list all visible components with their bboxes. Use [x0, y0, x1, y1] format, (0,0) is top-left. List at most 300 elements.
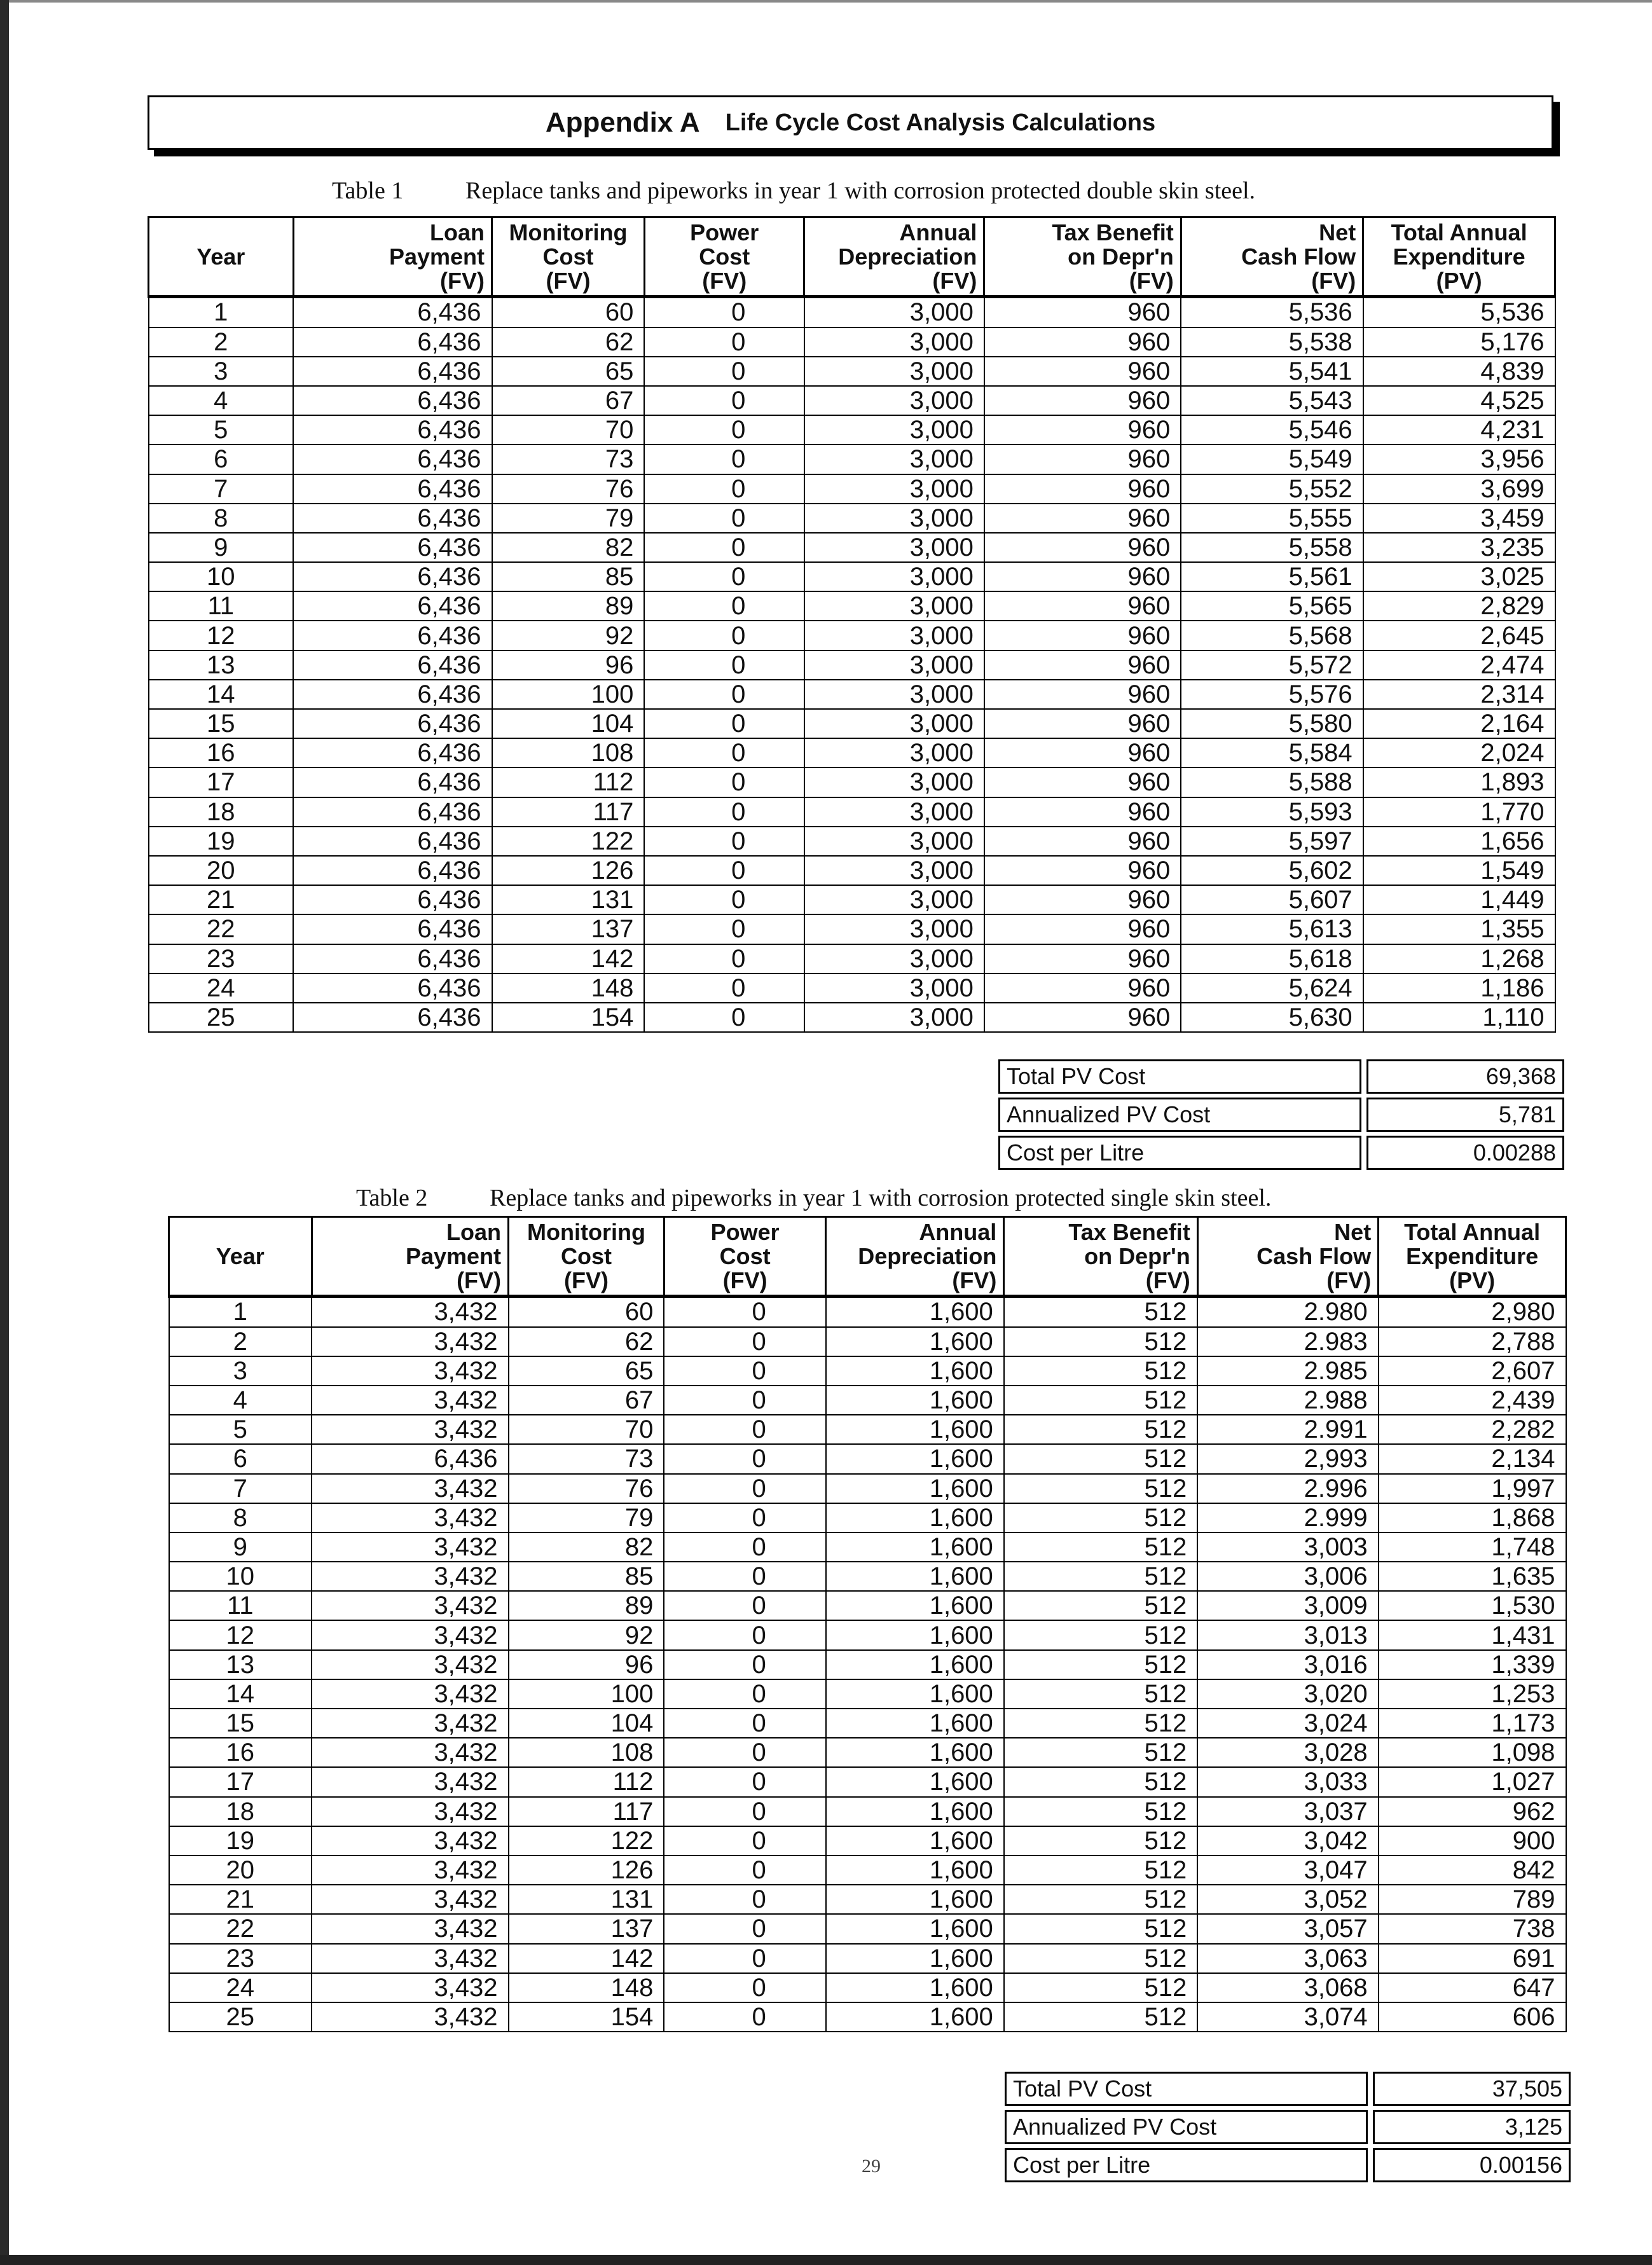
cell-total-annual-expenditure: 2,314	[1363, 680, 1555, 709]
cell-net-cash-flow: 3,020	[1197, 1679, 1378, 1709]
table-row	[149, 651, 1555, 680]
cell-loan-payment: 6,436	[293, 327, 492, 357]
cell-loan-payment: 3,432	[312, 1650, 509, 1679]
cell-power-cost: 0	[644, 415, 804, 444]
summary-row-annualized-pv	[998, 1098, 1564, 1132]
table-row	[169, 1914, 1566, 1943]
cell-annual-depreciation: 1,600	[826, 1591, 1004, 1620]
cell-loan-payment: 3,432	[312, 1327, 509, 1356]
cell-monitoring-cost: 100	[509, 1679, 664, 1709]
cell-annual-depreciation: 3,000	[804, 415, 984, 444]
cell-power-cost: 0	[644, 386, 804, 415]
cell-power-cost: 0	[644, 533, 804, 562]
cell-net-cash-flow: 5,546	[1181, 415, 1363, 444]
cell-tax-benefit: 512	[1004, 1532, 1197, 1562]
summary-value: 0.00156	[1373, 2148, 1571, 2182]
cell-tax-benefit: 512	[1004, 1679, 1197, 1709]
table-row	[169, 1415, 1566, 1444]
table-row	[149, 768, 1555, 797]
cell-year: 22	[169, 1914, 312, 1943]
cell-annual-depreciation: 3,000	[804, 591, 984, 621]
cell-loan-payment: 6,436	[293, 562, 492, 591]
table-row	[149, 709, 1555, 738]
cell-total-annual-expenditure: 2,607	[1379, 1356, 1566, 1386]
cell-annual-depreciation: 1,600	[826, 1297, 1004, 1327]
table-row	[169, 1532, 1566, 1562]
cell-power-cost: 0	[664, 1767, 826, 1796]
table-row	[149, 474, 1555, 504]
cell-loan-payment: 3,432	[312, 1973, 509, 2002]
cell-tax-benefit: 960	[984, 885, 1181, 914]
cell-year: 6	[149, 444, 294, 474]
cell-year: 9	[169, 1532, 312, 1562]
cell-monitoring-cost: 104	[509, 1709, 664, 1738]
cell-monitoring-cost: 73	[492, 444, 645, 474]
cell-loan-payment: 6,436	[293, 1003, 492, 1032]
table-row	[169, 1826, 1566, 1855]
table-row	[169, 1503, 1566, 1532]
cell-total-annual-expenditure: 5,176	[1363, 327, 1555, 357]
cell-monitoring-cost: 142	[492, 944, 645, 974]
cell-monitoring-cost: 89	[492, 591, 645, 621]
scan-edge-left	[0, 0, 9, 2265]
cell-annual-depreciation: 3,000	[804, 504, 984, 533]
table-row	[149, 562, 1555, 591]
cell-tax-benefit: 960	[984, 651, 1181, 680]
cell-loan-payment: 3,432	[312, 1532, 509, 1562]
cell-annual-depreciation: 3,000	[804, 444, 984, 474]
cell-year: 25	[149, 1003, 294, 1032]
cell-monitoring-cost: 142	[509, 1944, 664, 1973]
table2-caption	[356, 1184, 1271, 1212]
cell-loan-payment: 3,432	[312, 1679, 509, 1709]
cell-power-cost: 0	[664, 1885, 826, 1914]
table-row	[169, 1297, 1566, 1327]
cell-tax-benefit: 512	[1004, 1591, 1197, 1620]
cell-year: 15	[169, 1709, 312, 1738]
table-row	[149, 504, 1555, 533]
cell-total-annual-expenditure: 5,536	[1363, 297, 1555, 327]
table-row	[169, 1767, 1566, 1796]
cell-net-cash-flow: 3,003	[1197, 1532, 1378, 1562]
cell-total-annual-expenditure: 4,839	[1363, 357, 1555, 386]
appendix-subtitle: Life Cycle Cost Analysis Calculations	[725, 109, 1156, 136]
col-header-total-annual-expenditure: Total Annual Expenditure (PV)	[1379, 1217, 1566, 1297]
cell-power-cost: 0	[644, 474, 804, 504]
table-row	[149, 944, 1555, 974]
cell-year: 21	[149, 885, 294, 914]
cell-net-cash-flow: 3,063	[1197, 1944, 1378, 1973]
cell-monitoring-cost: 112	[509, 1767, 664, 1796]
table-row	[149, 621, 1555, 650]
cell-total-annual-expenditure: 1,268	[1363, 944, 1555, 974]
table2-caption-text: Replace tanks and pipeworks in year 1 with corrosion protected single skin steel.	[490, 1185, 1272, 1211]
cell-total-annual-expenditure: 691	[1379, 1944, 1566, 1973]
table-row	[169, 1356, 1566, 1386]
cell-year: 20	[169, 1855, 312, 1885]
cell-loan-payment: 6,436	[293, 914, 492, 944]
cell-tax-benefit: 960	[984, 444, 1181, 474]
cell-net-cash-flow: 5,565	[1181, 591, 1363, 621]
cell-annual-depreciation: 3,000	[804, 297, 984, 327]
cell-power-cost: 0	[644, 591, 804, 621]
cell-year: 2	[149, 327, 294, 357]
cell-loan-payment: 3,432	[312, 1474, 509, 1503]
cell-monitoring-cost: 154	[509, 2002, 664, 2032]
table-row	[149, 738, 1555, 768]
cell-annual-depreciation: 1,600	[826, 1826, 1004, 1855]
cell-year: 3	[149, 357, 294, 386]
cell-net-cash-flow: 5,597	[1181, 827, 1363, 856]
cell-loan-payment: 3,432	[312, 1503, 509, 1532]
cell-loan-payment: 6,436	[293, 357, 492, 386]
cell-net-cash-flow: 5,602	[1181, 856, 1363, 885]
cell-total-annual-expenditure: 3,459	[1363, 504, 1555, 533]
cell-annual-depreciation: 3,000	[804, 738, 984, 768]
cell-year: 12	[169, 1620, 312, 1649]
cell-net-cash-flow: 5,536	[1181, 297, 1363, 327]
cell-annual-depreciation: 3,000	[804, 562, 984, 591]
cell-total-annual-expenditure: 738	[1379, 1914, 1566, 1943]
cell-annual-depreciation: 1,600	[826, 1855, 1004, 1885]
cell-tax-benefit: 512	[1004, 1973, 1197, 2002]
cell-total-annual-expenditure: 606	[1379, 2002, 1566, 2032]
cell-power-cost: 0	[644, 357, 804, 386]
cell-monitoring-cost: 137	[509, 1914, 664, 1943]
cell-loan-payment: 3,432	[312, 1855, 509, 1885]
table-row	[149, 591, 1555, 621]
cell-year: 2	[169, 1327, 312, 1356]
cell-monitoring-cost: 76	[509, 1474, 664, 1503]
cell-monitoring-cost: 62	[509, 1327, 664, 1356]
cell-loan-payment: 3,432	[312, 1885, 509, 1914]
cell-total-annual-expenditure: 1,098	[1379, 1738, 1566, 1767]
cell-net-cash-flow: 3,024	[1197, 1709, 1378, 1738]
cell-net-cash-flow: 5,543	[1181, 386, 1363, 415]
cell-tax-benefit: 960	[984, 1003, 1181, 1032]
cell-year: 24	[149, 974, 294, 1003]
cell-tax-benefit: 512	[1004, 1826, 1197, 1855]
cell-power-cost: 0	[644, 797, 804, 827]
scan-edge-bottom	[0, 2255, 1652, 2265]
cell-monitoring-cost: 131	[509, 1885, 664, 1914]
cell-total-annual-expenditure: 1,748	[1379, 1532, 1566, 1562]
cell-power-cost: 0	[664, 1386, 826, 1415]
table-row	[149, 974, 1555, 1003]
table-row	[149, 415, 1555, 444]
cell-power-cost: 0	[644, 914, 804, 944]
cell-net-cash-flow: 5,588	[1181, 768, 1363, 797]
cell-net-cash-flow: 5,558	[1181, 533, 1363, 562]
col-header-tax-benefit: Tax Benefit on Depr'n (FV)	[1004, 1217, 1197, 1297]
cell-year: 11	[169, 1591, 312, 1620]
cell-tax-benefit: 512	[1004, 1297, 1197, 1327]
cell-power-cost: 0	[644, 444, 804, 474]
table-row	[169, 2002, 1566, 2032]
col-header-total-annual-expenditure: Total Annual Expenditure (PV)	[1363, 217, 1555, 297]
cell-tax-benefit: 512	[1004, 1767, 1197, 1796]
cell-year: 5	[169, 1415, 312, 1444]
cell-loan-payment: 3,432	[312, 1297, 509, 1327]
cell-total-annual-expenditure: 1,355	[1363, 914, 1555, 944]
cell-power-cost: 0	[664, 1591, 826, 1620]
cell-tax-benefit: 960	[984, 591, 1181, 621]
cell-total-annual-expenditure: 1,110	[1363, 1003, 1555, 1032]
cell-loan-payment: 3,432	[312, 1767, 509, 1796]
cell-tax-benefit: 960	[984, 680, 1181, 709]
cell-power-cost: 0	[644, 562, 804, 591]
cell-net-cash-flow: 5,572	[1181, 651, 1363, 680]
cell-tax-benefit: 960	[984, 914, 1181, 944]
cell-monitoring-cost: 62	[492, 327, 645, 357]
cell-annual-depreciation: 1,600	[826, 1709, 1004, 1738]
cell-annual-depreciation: 1,600	[826, 1562, 1004, 1591]
cell-power-cost: 0	[664, 1562, 826, 1591]
summary-label: Total PV Cost	[998, 1059, 1361, 1094]
cell-monitoring-cost: 73	[509, 1444, 664, 1473]
table-row	[149, 297, 1555, 327]
cell-year: 1	[169, 1297, 312, 1327]
cell-annual-depreciation: 1,600	[826, 1885, 1004, 1914]
cell-net-cash-flow: 2.985	[1197, 1356, 1378, 1386]
cell-power-cost: 0	[664, 1855, 826, 1885]
cell-power-cost: 0	[664, 1914, 826, 1943]
cell-net-cash-flow: 3,028	[1197, 1738, 1378, 1767]
cell-annual-depreciation: 3,000	[804, 827, 984, 856]
summary-row-cost-per-litre	[1005, 2148, 1571, 2182]
cell-monitoring-cost: 108	[492, 738, 645, 768]
cell-power-cost: 0	[664, 1738, 826, 1767]
summary-value: 0.00288	[1366, 1136, 1564, 1170]
cell-power-cost: 0	[644, 827, 804, 856]
cell-power-cost: 0	[664, 1679, 826, 1709]
cell-net-cash-flow: 3,037	[1197, 1797, 1378, 1826]
cell-monitoring-cost: 85	[492, 562, 645, 591]
cell-total-annual-expenditure: 4,231	[1363, 415, 1555, 444]
cell-tax-benefit: 512	[1004, 1709, 1197, 1738]
cell-power-cost: 0	[644, 621, 804, 650]
cell-year: 9	[149, 533, 294, 562]
cell-tax-benefit: 960	[984, 974, 1181, 1003]
cell-net-cash-flow: 2.991	[1197, 1415, 1378, 1444]
cell-tax-benefit: 960	[984, 944, 1181, 974]
cell-tax-benefit: 512	[1004, 1885, 1197, 1914]
cell-year: 8	[149, 504, 294, 533]
table-row	[149, 680, 1555, 709]
cell-year: 10	[149, 562, 294, 591]
col-header-annual-depreciation: Annual Depreciation (FV)	[826, 1217, 1004, 1297]
cell-annual-depreciation: 1,600	[826, 1503, 1004, 1532]
col-header-net-cash-flow: Net Cash Flow (FV)	[1197, 1217, 1378, 1297]
cell-total-annual-expenditure: 900	[1379, 1826, 1566, 1855]
table2-header-row	[169, 1217, 1566, 1297]
cell-power-cost: 0	[644, 327, 804, 357]
cell-loan-payment: 6,436	[293, 738, 492, 768]
cell-total-annual-expenditure: 3,956	[1363, 444, 1555, 474]
table-row	[169, 1797, 1566, 1826]
cell-power-cost: 0	[644, 738, 804, 768]
table-row	[149, 533, 1555, 562]
cell-tax-benefit: 512	[1004, 1650, 1197, 1679]
cell-tax-benefit: 512	[1004, 2002, 1197, 2032]
cell-total-annual-expenditure: 1,449	[1363, 885, 1555, 914]
cell-net-cash-flow: 2.999	[1197, 1503, 1378, 1532]
cell-year: 7	[149, 474, 294, 504]
cell-tax-benefit: 512	[1004, 1327, 1197, 1356]
cell-year: 16	[169, 1738, 312, 1767]
cell-tax-benefit: 960	[984, 504, 1181, 533]
table1-caption	[332, 177, 1255, 205]
cell-loan-payment: 6,436	[293, 591, 492, 621]
summary-label: Annualized PV Cost	[998, 1098, 1361, 1132]
cell-tax-benefit: 960	[984, 533, 1181, 562]
cell-monitoring-cost: 60	[492, 297, 645, 327]
cell-net-cash-flow: 5,549	[1181, 444, 1363, 474]
table-row	[149, 386, 1555, 415]
cell-total-annual-expenditure: 1,770	[1363, 797, 1555, 827]
cell-loan-payment: 3,432	[312, 1591, 509, 1620]
cell-loan-payment: 6,436	[293, 651, 492, 680]
cell-year: 21	[169, 1885, 312, 1914]
cell-year: 17	[169, 1767, 312, 1796]
cell-year: 11	[149, 591, 294, 621]
cell-monitoring-cost: 100	[492, 680, 645, 709]
cell-loan-payment: 6,436	[293, 856, 492, 885]
cell-loan-payment: 6,436	[293, 797, 492, 827]
cell-power-cost: 0	[664, 2002, 826, 2032]
cell-monitoring-cost: 96	[492, 651, 645, 680]
cell-tax-benefit: 960	[984, 297, 1181, 327]
cell-power-cost: 0	[664, 1415, 826, 1444]
cell-net-cash-flow: 3,068	[1197, 1973, 1378, 2002]
cell-total-annual-expenditure: 2,474	[1363, 651, 1555, 680]
cell-tax-benefit: 512	[1004, 1474, 1197, 1503]
cell-tax-benefit: 960	[984, 768, 1181, 797]
table-row	[149, 885, 1555, 914]
cell-tax-benefit: 960	[984, 797, 1181, 827]
cell-tax-benefit: 960	[984, 357, 1181, 386]
cell-year: 17	[149, 768, 294, 797]
cell-annual-depreciation: 1,600	[826, 1444, 1004, 1473]
table-row	[169, 1620, 1566, 1649]
cell-net-cash-flow: 2,993	[1197, 1444, 1378, 1473]
cell-annual-depreciation: 3,000	[804, 885, 984, 914]
summary-label: Cost per Litre	[1005, 2148, 1368, 2182]
cell-power-cost: 0	[664, 1709, 826, 1738]
cell-year: 13	[169, 1650, 312, 1679]
cell-net-cash-flow: 5,630	[1181, 1003, 1363, 1032]
cell-power-cost: 0	[644, 944, 804, 974]
cell-loan-payment: 6,436	[293, 885, 492, 914]
summary-value: 3,125	[1373, 2110, 1571, 2144]
cell-year: 10	[169, 1562, 312, 1591]
cell-annual-depreciation: 1,600	[826, 1386, 1004, 1415]
cell-total-annual-expenditure: 1,530	[1379, 1591, 1566, 1620]
cell-monitoring-cost: 65	[492, 357, 645, 386]
page-number: 29	[862, 2156, 881, 2177]
cell-net-cash-flow: 2.996	[1197, 1474, 1378, 1503]
table-row	[149, 327, 1555, 357]
cell-monitoring-cost: 154	[492, 1003, 645, 1032]
cell-total-annual-expenditure: 2,645	[1363, 621, 1555, 650]
cell-total-annual-expenditure: 1,549	[1363, 856, 1555, 885]
cell-total-annual-expenditure: 3,699	[1363, 474, 1555, 504]
cell-monitoring-cost: 82	[509, 1532, 664, 1562]
cell-annual-depreciation: 1,600	[826, 1650, 1004, 1679]
cell-year: 7	[169, 1474, 312, 1503]
table1-summary	[998, 1056, 1564, 1174]
cell-net-cash-flow: 3,013	[1197, 1620, 1378, 1649]
cell-power-cost: 0	[664, 1973, 826, 2002]
cell-loan-payment: 6,436	[293, 944, 492, 974]
cell-power-cost: 0	[644, 974, 804, 1003]
summary-value: 69,368	[1366, 1059, 1564, 1094]
cell-total-annual-expenditure: 1,186	[1363, 974, 1555, 1003]
table1	[148, 216, 1556, 1033]
cell-annual-depreciation: 3,000	[804, 768, 984, 797]
cell-total-annual-expenditure: 1,635	[1379, 1562, 1566, 1591]
summary-label: Annualized PV Cost	[1005, 2110, 1368, 2144]
cell-loan-payment: 6,436	[293, 974, 492, 1003]
cell-year: 3	[169, 1356, 312, 1386]
cell-total-annual-expenditure: 647	[1379, 1973, 1566, 2002]
summary-row-cost-per-litre	[998, 1136, 1564, 1170]
cell-year: 16	[149, 738, 294, 768]
cell-annual-depreciation: 3,000	[804, 651, 984, 680]
cell-net-cash-flow: 3,052	[1197, 1885, 1378, 1914]
cell-loan-payment: 6,436	[293, 504, 492, 533]
cell-net-cash-flow: 5,576	[1181, 680, 1363, 709]
cell-annual-depreciation: 1,600	[826, 1973, 1004, 2002]
cell-monitoring-cost: 89	[509, 1591, 664, 1620]
cell-tax-benefit: 960	[984, 386, 1181, 415]
col-header-year: Year	[169, 1217, 312, 1297]
col-header-year: Year	[149, 217, 294, 297]
cell-annual-depreciation: 1,600	[826, 1914, 1004, 1943]
cell-total-annual-expenditure: 1,656	[1363, 827, 1555, 856]
table-row	[149, 827, 1555, 856]
cell-year: 14	[169, 1679, 312, 1709]
cell-net-cash-flow: 5,618	[1181, 944, 1363, 974]
cell-total-annual-expenditure: 2,788	[1379, 1327, 1566, 1356]
table-row	[169, 1679, 1566, 1709]
cell-annual-depreciation: 1,600	[826, 1474, 1004, 1503]
table-row	[169, 1855, 1566, 1885]
table-row	[169, 1944, 1566, 1973]
cell-year: 25	[169, 2002, 312, 2032]
cell-net-cash-flow: 5,555	[1181, 504, 1363, 533]
cell-net-cash-flow: 3,006	[1197, 1562, 1378, 1591]
cell-monitoring-cost: 137	[492, 914, 645, 944]
table-row	[149, 797, 1555, 827]
cell-annual-depreciation: 1,600	[826, 1944, 1004, 1973]
table-row	[169, 1709, 1566, 1738]
cell-total-annual-expenditure: 3,025	[1363, 562, 1555, 591]
cell-tax-benefit: 960	[984, 621, 1181, 650]
cell-total-annual-expenditure: 1,997	[1379, 1474, 1566, 1503]
col-header-net-cash-flow: Net Cash Flow (FV)	[1181, 217, 1363, 297]
cell-year: 4	[169, 1386, 312, 1415]
cell-loan-payment: 3,432	[312, 2002, 509, 2032]
cell-annual-depreciation: 3,000	[804, 474, 984, 504]
cell-year: 23	[149, 944, 294, 974]
cell-total-annual-expenditure: 2,134	[1379, 1444, 1566, 1473]
cell-tax-benefit: 512	[1004, 1738, 1197, 1767]
cell-loan-payment: 3,432	[312, 1738, 509, 1767]
cell-total-annual-expenditure: 1,339	[1379, 1650, 1566, 1679]
cell-total-annual-expenditure: 2,164	[1363, 709, 1555, 738]
cell-monitoring-cost: 104	[492, 709, 645, 738]
